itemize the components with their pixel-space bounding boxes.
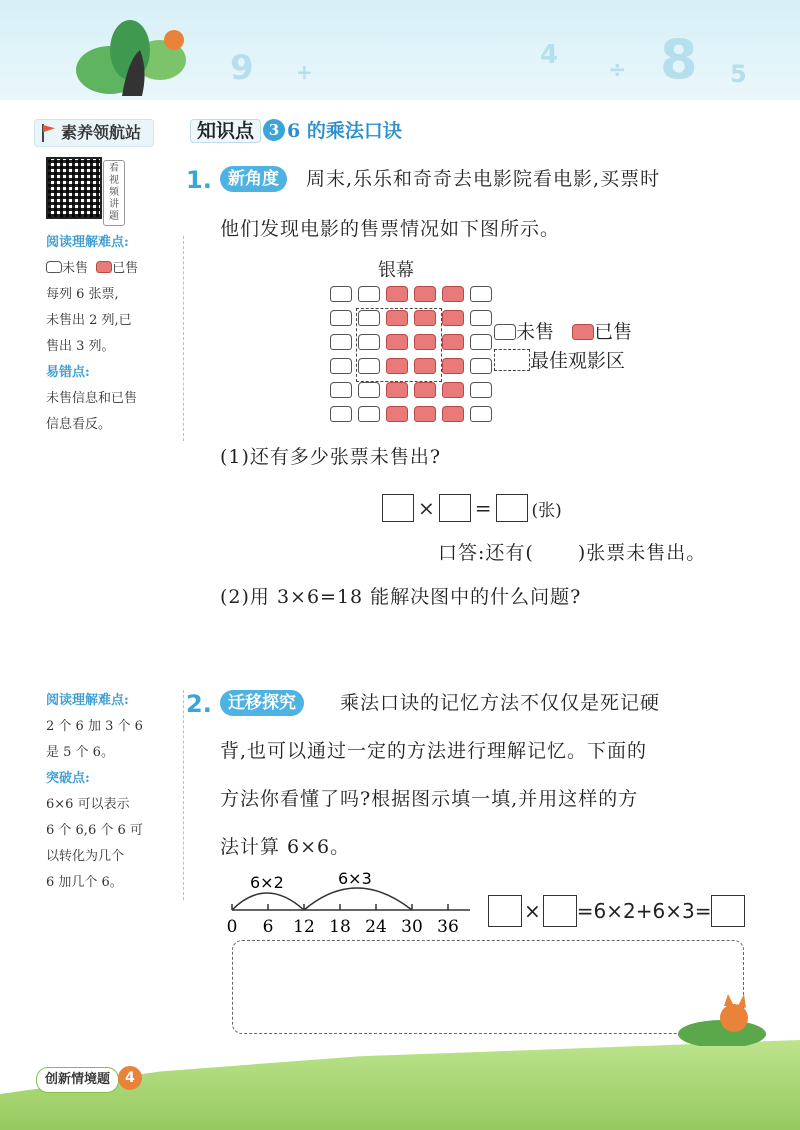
qr-code[interactable]: [46, 157, 102, 219]
number-line: [226, 862, 476, 942]
seat-unsold: [358, 286, 380, 302]
seat-sold: [442, 358, 464, 374]
footer-tag: 创新情境题: [36, 1067, 119, 1093]
decor-digit: 8: [660, 28, 698, 91]
sidebar-legend: 未售 已售: [46, 256, 178, 282]
question-tag: 迁移探究: [220, 690, 304, 716]
seat-sold: [414, 382, 436, 398]
arc-6x3: [304, 888, 412, 910]
legend-best: 最佳观影区: [494, 346, 625, 373]
seat-sold: [386, 406, 408, 422]
seat-unsold: [358, 382, 380, 398]
unsold-seat-icon: [494, 324, 516, 340]
kp-label: 知识点: [190, 119, 261, 143]
sold-seat-icon: [572, 324, 594, 340]
seat-unsold: [330, 286, 352, 302]
answer-box[interactable]: [439, 494, 471, 522]
question-text: 方法你看懂了吗?根据图示填一填,并用这样的方: [220, 788, 639, 810]
seat-sold: [386, 382, 408, 398]
sidebar-line: 每列 6 张票,: [46, 287, 119, 302]
seat-unsold: [470, 382, 492, 398]
answer-box[interactable]: [711, 895, 745, 927]
answer-box[interactable]: [488, 895, 522, 927]
equals-sign: =: [474, 496, 492, 520]
question-text: 法计算 6×6。: [220, 836, 351, 858]
tick-label: 18: [329, 917, 351, 937]
sidebar-line: 未售信息和已售: [46, 391, 138, 406]
question-text: 他们发现电影的售票情况如下图所示。: [220, 218, 561, 240]
qr-label: 看视频讲题: [103, 160, 125, 226]
question-text: 周末,乐乐和奇奇去电影院看电影,买票时: [306, 168, 661, 190]
decor-digit: +: [296, 60, 313, 84]
seat-unsold: [470, 310, 492, 326]
equation-2: [488, 894, 745, 928]
seat-unsold: [470, 358, 492, 374]
sidebar-note-1: [46, 230, 178, 438]
sidebar-line: 6 个 6,6 个 6 可: [46, 823, 143, 838]
question-text: 背,也可以通过一定的方法进行理解记忆。下面的: [220, 740, 648, 762]
sub-question-1: (1)还有多少张票未售出?: [220, 446, 442, 468]
station-label: 素养领航站: [34, 119, 154, 147]
sidebar-line: 未售出 2 列,已: [46, 313, 132, 328]
top-banner: [0, 0, 800, 100]
question-number: 1.: [186, 166, 212, 194]
tick-label: 12: [293, 917, 315, 937]
seat-unsold: [330, 382, 352, 398]
seat-sold: [442, 406, 464, 422]
seat-unsold: [330, 334, 352, 350]
arc-label: 6×2: [250, 873, 284, 892]
tick-marks: [227, 904, 459, 937]
best-viewing-zone: [356, 308, 442, 382]
tick-label: 36: [437, 917, 459, 937]
times-sign: ×: [418, 496, 435, 520]
seat-unsold: [330, 406, 352, 422]
times-sign: ×: [524, 899, 541, 923]
sidebar-line: 2 个 6 加 3 个 6: [46, 719, 143, 734]
sidebar-heading: 阅读理解难点:: [46, 235, 129, 250]
legend-sold-label: 已售: [594, 321, 633, 343]
kp-title-text: 6 的乘法口诀: [287, 120, 402, 142]
question-tag: 新角度: [220, 166, 287, 192]
seat-sold: [414, 286, 436, 302]
seat-sold: [414, 406, 436, 422]
sidebar-line: 信息看反。: [46, 417, 112, 432]
question-text: 乘法口诀的记忆方法不仅仅是死记硬: [340, 692, 661, 714]
equation-middle: =6×2+6×3=: [576, 899, 712, 923]
seat-unsold: [358, 406, 380, 422]
tick-label: 0: [226, 917, 238, 937]
answer-box[interactable]: [496, 494, 528, 522]
equation-1: [382, 493, 562, 523]
seat-sold: [442, 286, 464, 302]
seat-unsold: [470, 334, 492, 350]
sidebar-line: 6 加几个 6。: [46, 875, 123, 890]
answer-area[interactable]: [232, 940, 744, 1034]
seat-sold: [442, 382, 464, 398]
unit-label: (张): [531, 500, 562, 521]
sold-seat-icon: [96, 261, 112, 273]
decor-digit: 9: [230, 48, 254, 88]
decor-digit: 4: [540, 40, 559, 70]
knowledge-point-title: [190, 116, 402, 146]
plant-illustration-icon: [70, 10, 190, 100]
sidebar-heading: 阅读理解难点:: [46, 693, 129, 708]
answer-box[interactable]: [382, 494, 414, 522]
fox-mascot-icon: [676, 994, 766, 1046]
sidebar-heading: 突破点:: [46, 771, 90, 786]
answer-box[interactable]: [543, 895, 577, 927]
oral-answer: 口答:还有( )张票未售出。: [438, 542, 707, 564]
screen-label: 银幕: [378, 260, 414, 281]
seat-unsold: [330, 310, 352, 326]
sidebar-divider: [183, 690, 184, 900]
sidebar-line: 是 5 个 6。: [46, 745, 114, 760]
tick-label: 30: [401, 917, 423, 937]
question-number: 2.: [186, 690, 212, 718]
kp-number: 3: [263, 119, 285, 141]
seat-sold: [386, 286, 408, 302]
tick-label: 6: [262, 917, 274, 937]
legend-unsold-label: 未售: [516, 321, 555, 343]
decor-digit: 5: [730, 60, 747, 88]
seat-sold: [442, 334, 464, 350]
tick-label: 24: [365, 917, 387, 937]
sidebar-line: 6×6 可以表示: [46, 797, 130, 812]
decor-digit: ÷: [608, 58, 627, 83]
sidebar-note-2: [46, 688, 178, 896]
unsold-seat-icon: [46, 261, 62, 273]
sidebar-divider: [183, 236, 184, 441]
sub-question-2: (2)用 3×6=18 能解决图中的什么问题?: [220, 586, 582, 608]
legend-row: [494, 317, 632, 344]
arc-label: 6×3: [338, 869, 372, 888]
seat-unsold: [470, 406, 492, 422]
seat-unsold: [330, 358, 352, 374]
best-zone-legend-icon: [494, 349, 530, 371]
seat-sold: [442, 310, 464, 326]
sidebar-line: 以转化为几个: [46, 849, 125, 864]
sidebar-heading: 易错点:: [46, 365, 90, 380]
seat-unsold: [470, 286, 492, 302]
page-number: 4: [118, 1066, 142, 1090]
sidebar-line: 售出 3 列。: [46, 339, 115, 354]
